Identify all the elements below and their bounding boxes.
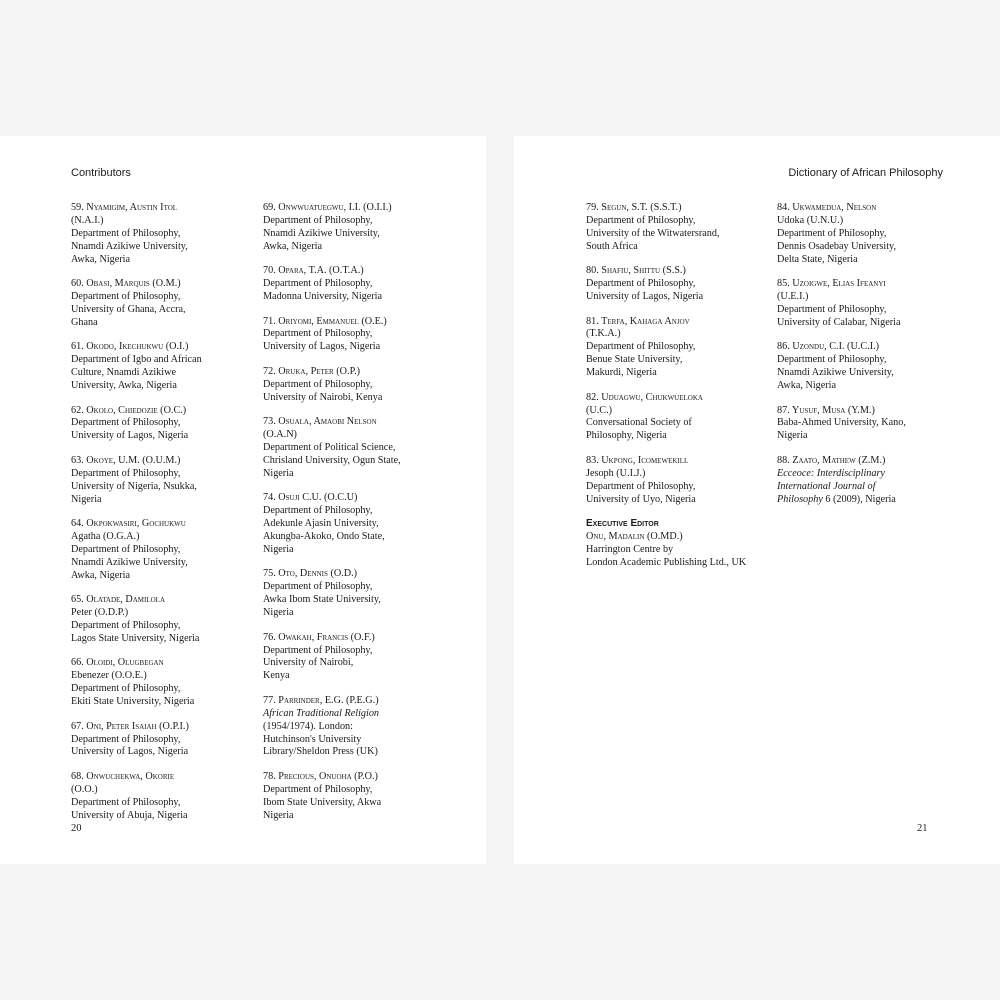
- affiliation-line: Awka, Nigeria: [263, 240, 323, 252]
- affiliation-line: Nigeria: [71, 493, 102, 505]
- contributor-entry: [71, 202, 247, 267]
- contributor-name: 71. Oriyomi, Emmanuel (O.E.): [263, 315, 387, 327]
- affiliation-line: Department of Philosophy,: [777, 227, 887, 239]
- executive-editor-line: Harrington Centre by: [586, 543, 674, 555]
- affiliation-line: Department of Philosophy,: [263, 581, 373, 593]
- executive-editor-name: Onu, Madalin (O.MD.): [586, 531, 683, 542]
- contributor-entry: [71, 657, 247, 709]
- affiliation-line: Culture, Nnamdi Azikiwe: [71, 367, 176, 379]
- contributor-name: 65. Olatade, Damilola: [71, 594, 166, 606]
- affiliation-line: Nigeria: [263, 809, 294, 821]
- contributor-entry: [71, 455, 247, 507]
- right-column-1-entries: [586, 202, 768, 507]
- contributor-name: 73. Osuala, Amaobi Nelson: [263, 416, 377, 428]
- contributor-name: 85. Uzoigwe, Elias Ifeanyi: [777, 278, 886, 290]
- affiliation-line: Baba-Ahmed University, Kano,: [777, 417, 906, 429]
- contributor-name: 84. Ukwamedua, Nelson: [777, 202, 877, 213]
- contributor-entry: [777, 405, 957, 444]
- contributor-entry: [263, 202, 439, 254]
- contributor-entry: [586, 316, 768, 381]
- contributor-entry: [263, 771, 439, 823]
- affiliation-line: University of Calabar, Nigeria: [777, 316, 901, 328]
- contributor-entry: [263, 632, 439, 684]
- contributor-entry: [777, 455, 957, 507]
- affiliation-line: Department of Philosophy,: [71, 620, 181, 632]
- affiliation-line: Ebenezer (O.O.E.): [71, 670, 147, 682]
- contributor-entry: [263, 695, 439, 760]
- affiliation-line: Department of Philosophy,: [71, 683, 181, 695]
- affiliation-line: Department of Igbo and African: [71, 354, 202, 366]
- contributor-name: 59. Nyamigim, Austin Itol: [71, 202, 178, 213]
- contributor-entry: [71, 405, 247, 444]
- page-number-right: 21: [917, 823, 928, 834]
- affiliation-line: Nigeria: [777, 430, 808, 442]
- affiliation-line: Department of Philosophy,: [777, 303, 887, 315]
- affiliation-line: Nnamdi Azikiwe University,: [71, 556, 188, 568]
- contributor-name: 60. Obasi, Marquis (O.M.): [71, 278, 181, 290]
- contributor-name: 67. Oni, Peter Isaiah (O.P.I.): [71, 720, 189, 732]
- affiliation-line: Department of Philosophy,: [586, 480, 696, 492]
- affiliation-line: (O.A.N): [263, 429, 297, 441]
- affiliation-line: University, Awka, Nigeria: [71, 380, 177, 392]
- contributor-name: 75. Oto, Dennis (O.D.): [263, 568, 358, 580]
- affiliation-line: (T.K.A.): [586, 328, 621, 340]
- affiliation-line: Department of Philosophy,: [586, 278, 696, 290]
- affiliation-line: University of Lagos, Nigeria: [263, 341, 381, 353]
- contributor-entry: [71, 278, 247, 330]
- affiliation-line: Nnamdi Azikiwe University,: [263, 227, 380, 239]
- affiliation-line: Nigeria: [263, 607, 294, 619]
- affiliation-line: Department of Philosophy,: [777, 354, 887, 366]
- left-column-2: [263, 202, 439, 834]
- publication-detail: 6 (2009), Nigeria: [822, 493, 896, 505]
- contributor-name: 62. Okolo, Chiedozie (O.C.): [71, 404, 187, 416]
- contributor-entry: [263, 568, 439, 620]
- affiliation-line: (N.A.I.): [71, 214, 104, 226]
- affiliation-line: Lagos State University, Nigeria: [71, 632, 200, 644]
- contributor-name: 74. Osuji C.U. (O.C.U): [263, 492, 358, 504]
- publication-title: Philosophy: [777, 493, 823, 505]
- affiliation-line: Department of Philosophy,: [71, 467, 181, 479]
- affiliation-line: Department of Philosophy,: [71, 733, 181, 745]
- affiliation-line: Nigeria: [263, 467, 294, 479]
- contributor-entry: [777, 341, 957, 393]
- affiliation-line: Chrisland University, Ogun State,: [263, 454, 401, 466]
- right-column-2: [777, 202, 957, 518]
- affiliation-line: Department of Philosophy,: [263, 505, 373, 517]
- affiliation-line: Jesoph (U.I.J.): [586, 467, 646, 479]
- affiliation-line: Conversational Society of: [586, 417, 692, 429]
- affiliation-line: Adekunle Ajasin University,: [263, 518, 379, 530]
- contributor-entry: [263, 265, 439, 304]
- affiliation-line: Madonna University, Nigeria: [263, 291, 383, 303]
- affiliation-line: Department of Philosophy,: [71, 227, 181, 239]
- contributor-name: 61. Okodo, Ikechukwu (O.I.): [71, 341, 189, 353]
- contributor-name: 63. Okoye, U.M. (O.U.M.): [71, 454, 181, 466]
- affiliation-line: Peter (O.D.P.): [71, 607, 129, 619]
- affiliation-line: Nnamdi Azikiwe University,: [71, 240, 188, 252]
- affiliation-line: Awka, Nigeria: [71, 253, 131, 265]
- affiliation-line: Department of Political Science,: [263, 441, 396, 453]
- executive-editor-entry: [586, 531, 768, 570]
- contributor-name: 69. Onwwuatuegwu, I.I. (O.I.I.): [263, 202, 392, 213]
- affiliation-line: Dennis Osadebay University,: [777, 240, 897, 252]
- affiliation-line: (U.C.): [586, 404, 613, 416]
- contributor-entry: [777, 278, 957, 330]
- affiliation-line: Department of Philosophy,: [71, 291, 181, 303]
- contributor-name: 80. Shafiu, Shittu (S.S.): [586, 265, 686, 277]
- affiliation-line: Nnamdi Azikiwe University,: [777, 367, 894, 379]
- contributor-name: 83. Ukpong, Icomewekill: [586, 454, 689, 466]
- contributor-entry: [71, 518, 247, 583]
- publication-title: African Traditional Religion: [263, 707, 380, 719]
- affiliation-line: Delta State, Nigeria: [777, 253, 858, 265]
- affiliation-line: University of Uyo, Nigeria: [586, 493, 696, 505]
- contributor-entry: [586, 265, 768, 304]
- executive-editor-line: London Academic Publishing Ltd., UK: [586, 556, 747, 568]
- affiliation-line: University of Lagos, Nigeria: [586, 291, 704, 303]
- affiliation-line: Department of Philosophy,: [586, 341, 696, 353]
- affiliation-line: University of Abuja, Nigeria: [71, 809, 188, 821]
- page-number-left: 20: [71, 823, 82, 834]
- affiliation-line: University of Nigeria, Nsukka,: [71, 480, 197, 492]
- affiliation-line: University of Lagos, Nigeria: [71, 430, 189, 442]
- affiliation-line: University of Ghana, Accra,: [71, 303, 186, 315]
- contributor-name: 82. Uduagwu, Chukwueloka: [586, 391, 703, 403]
- affiliation-line: Department of Philosophy,: [263, 378, 373, 390]
- contributor-entry: [71, 721, 247, 760]
- affiliation-line: Department of Philosophy,: [71, 417, 181, 429]
- affiliation-line: Department of Philosophy,: [71, 796, 181, 808]
- running-head-right: Dictionary of African Philosophy: [788, 167, 943, 179]
- contributor-entry: [586, 202, 768, 254]
- contributor-name: 70. Opara, T.A. (O.T.A.): [263, 265, 364, 277]
- affiliation-line: Awka, Nigeria: [777, 380, 837, 392]
- affiliation-line: Agatha (O.G.A.): [71, 531, 140, 542]
- left-column-1: [71, 202, 247, 834]
- contributor-name: 66. Oloidi, Olugbegan: [71, 657, 164, 669]
- affiliation-line: Awka, Nigeria: [71, 569, 131, 581]
- contributor-entry: [263, 366, 439, 405]
- affiliation-line: Library/Sheldon Press (UK): [263, 746, 378, 758]
- affiliation-line: Department of Philosophy,: [263, 328, 373, 340]
- affiliation-line: University of Nairobi, Kenya: [263, 391, 383, 403]
- contributor-name: 72. Oruka, Peter (O.P.): [263, 365, 361, 377]
- contributor-name: 76. Owakah, Francis (O.F.): [263, 631, 375, 643]
- right-column-1: [586, 202, 768, 581]
- contributor-entry: [71, 341, 247, 393]
- affiliation-line: Ekiti State University, Nigeria: [71, 696, 195, 708]
- affiliation-line: Department of Philosophy,: [263, 278, 373, 290]
- affiliation-line: (O.O.): [71, 783, 98, 795]
- left-page: [0, 136, 486, 864]
- contributor-name: 64. Okpokwasiri, Gochukwu: [71, 518, 186, 530]
- affiliation-line: Benue State University,: [586, 354, 683, 366]
- right-page: [514, 136, 1000, 864]
- running-head-left: Contributors: [71, 167, 131, 179]
- affiliation-line: Makurdi, Nigeria: [586, 367, 657, 379]
- contributor-entry: [777, 202, 957, 267]
- contributor-entry: [71, 594, 247, 646]
- affiliation-line: Department of Philosophy,: [263, 214, 373, 226]
- contributor-entry: [586, 455, 768, 507]
- affiliation-line: (U.E.I.): [777, 291, 809, 303]
- affiliation-line: Department of Philosophy,: [263, 783, 373, 795]
- affiliation-line: Philosophy, Nigeria: [586, 430, 667, 442]
- affiliation-line: South Africa: [586, 240, 638, 252]
- affiliation-line: Ghana: [71, 316, 98, 328]
- contributor-name: 77. Parrinder, E.G. (P.E.G.): [263, 694, 379, 706]
- contributor-entry: [263, 492, 439, 557]
- affiliation-line: Department of Philosophy,: [586, 214, 696, 226]
- contributor-entry: [586, 392, 768, 444]
- affiliation-line: (1954/1974). London:: [263, 720, 353, 732]
- contributor-name: 78. Precious, Onuoha (P.O.): [263, 770, 378, 782]
- affiliation-line: University of Nairobi,: [263, 657, 354, 669]
- affiliation-line: Akungba-Akoko, Ondo State,: [263, 531, 385, 542]
- affiliation-line: Department of Philosophy,: [263, 644, 373, 656]
- affiliation-line: Kenya: [263, 670, 290, 682]
- contributor-name: 87. Yusuf, Musa (Y.M.): [777, 404, 875, 416]
- contributor-name: 79. Segun, S.T. (S.S.T.): [586, 202, 682, 213]
- publication-line: [777, 494, 957, 507]
- affiliation-line: University of the Witwatersrand,: [586, 227, 720, 239]
- affiliation-line: Hutchinson's University: [263, 733, 362, 745]
- contributor-name: 88. Zaato, Mathew (Z.M.): [777, 454, 886, 466]
- contributor-name: 68. Onwuchekwa, Okorie: [71, 770, 175, 782]
- publication-title: Ecceoce: Interdisciplinary: [777, 467, 885, 479]
- contributor-name: 81. Terfa, Kahaga Anjov: [586, 315, 690, 327]
- contributor-entry: [263, 416, 439, 481]
- executive-editor-heading: Executive Editor: [586, 518, 659, 530]
- affiliation-line: Department of Philosophy,: [71, 543, 181, 555]
- publication-title: International Journal of: [777, 480, 876, 492]
- contributor-name: 86. Uzondu, C.I. (U.C.I.): [777, 341, 880, 353]
- affiliation-line: Nigeria: [263, 543, 294, 555]
- contributor-entry: [263, 316, 439, 355]
- affiliation-line: Udoka (U.N.U.): [777, 214, 844, 226]
- affiliation-line: Ibom State University, Akwa: [263, 796, 382, 808]
- contributor-entry: [71, 771, 247, 823]
- affiliation-line: Awka Ibom State University,: [263, 594, 381, 606]
- affiliation-line: University of Lagos, Nigeria: [71, 746, 189, 758]
